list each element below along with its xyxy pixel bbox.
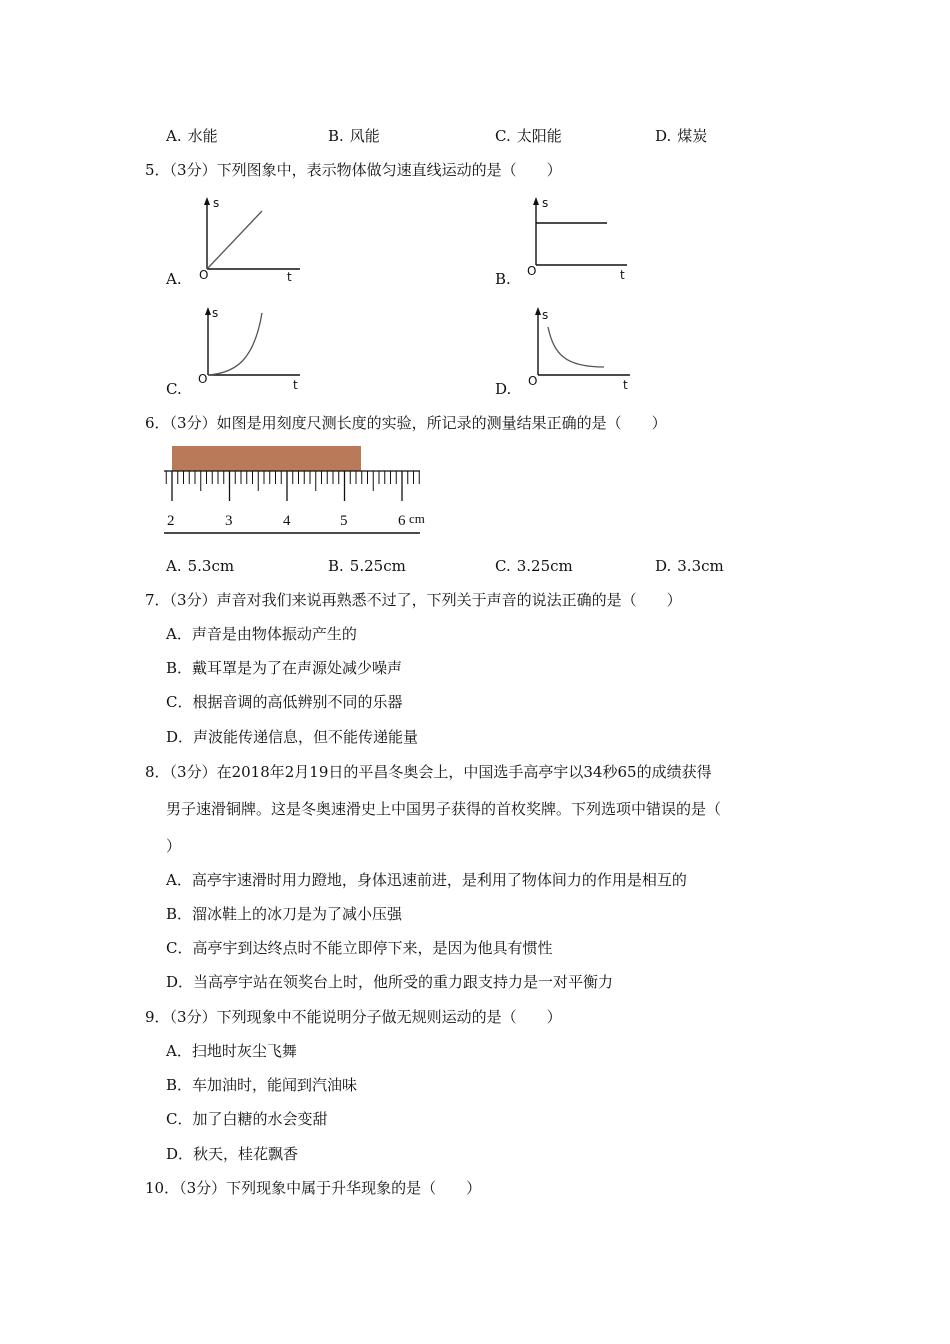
ruler-ticks bbox=[166, 471, 419, 501]
option-label: A. bbox=[166, 557, 182, 575]
option-label: D. bbox=[655, 557, 672, 575]
option-label: A. bbox=[166, 127, 182, 145]
origin-label: O bbox=[198, 372, 208, 386]
q5-graph-c-label: C. bbox=[166, 380, 182, 398]
y-axis-label: s bbox=[213, 196, 220, 210]
ruler-unit: cm bbox=[409, 511, 425, 526]
option-label: C. bbox=[495, 127, 511, 145]
origin-label: O bbox=[527, 264, 537, 278]
q7-option-c: C．根据音调的高低辨别不同的乐器 bbox=[166, 693, 403, 711]
graph-c bbox=[196, 305, 306, 395]
q9-option-a: A．扫地时灰尘飞舞 bbox=[166, 1042, 297, 1060]
origin-label: O bbox=[199, 268, 209, 282]
y-arrow bbox=[204, 197, 210, 205]
ruler-figure bbox=[160, 445, 450, 540]
q7-option-b: B．戴耳罩是为了在声源处减少噪声 bbox=[166, 659, 403, 677]
ruler-number-2: 2 bbox=[167, 513, 175, 529]
measured-object bbox=[172, 446, 361, 471]
q4-option-c bbox=[495, 126, 562, 146]
q4-option-a bbox=[166, 126, 218, 146]
option-text: 3.25cm bbox=[516, 557, 573, 575]
q8-option-c: C．高亭宇到达终点时不能立即停下来，是因为他具有惯性 bbox=[166, 939, 553, 957]
q5-graph-d-label: D. bbox=[495, 380, 512, 398]
q4-option-d bbox=[655, 126, 707, 146]
q6-option-d bbox=[655, 556, 724, 576]
q8-option-a: A．高亭宇速滑时用力蹬地，身体迅速前进，是利用了物体间力的作用是相互的 bbox=[166, 871, 687, 889]
q6-option-a bbox=[166, 556, 234, 576]
ruler-number-5: 5 bbox=[340, 513, 348, 529]
option-text: 5.3cm bbox=[187, 557, 235, 575]
ruler-number-6: 6 bbox=[398, 513, 406, 529]
option-text: 煤炭 bbox=[677, 127, 708, 145]
q7-option-a: A．声音是由物体振动产生的 bbox=[166, 625, 357, 643]
q7-stem: 7．（3分）声音对我们来说再熟悉不过了，下列关于声音的说法正确的是（ ） bbox=[145, 591, 682, 609]
q5-graph-b-label: B. bbox=[495, 270, 511, 288]
graph-line bbox=[548, 327, 604, 367]
q4-option-b bbox=[328, 126, 380, 146]
option-text: 水能 bbox=[187, 127, 218, 145]
option-text: 3.3cm bbox=[677, 557, 724, 575]
q7-option-d: D．声波能传递信息，但不能传递能量 bbox=[166, 728, 419, 746]
q9-option-d: D．秋天，桂花飘香 bbox=[166, 1145, 299, 1163]
graph-d bbox=[526, 305, 636, 395]
ruler-number-3: 3 bbox=[225, 513, 233, 529]
ruler-number-4: 4 bbox=[283, 513, 291, 529]
option-text: 5.25cm bbox=[349, 557, 406, 575]
y-axis-label: s bbox=[542, 308, 549, 322]
graph-a bbox=[195, 195, 305, 285]
x-axis-label: t bbox=[623, 378, 628, 392]
y-arrow bbox=[533, 197, 539, 205]
option-label: D. bbox=[655, 127, 672, 145]
q8-stem-line-2: 男子速滑铜牌。这是冬奥速滑史上中国男子获得的首枚奖牌。下列选项中错误的是（ bbox=[166, 800, 722, 818]
q6-option-b bbox=[328, 556, 406, 576]
graph-line bbox=[207, 211, 262, 269]
q8-option-d: D．当高亭宇站在领奖台上时，他所受的重力跟支持力是一对平衡力 bbox=[166, 973, 614, 991]
q5-stem: 5．（3分）下列图象中，表示物体做匀速直线运动的是（ ） bbox=[145, 161, 562, 179]
y-axis-label: s bbox=[212, 306, 219, 320]
q9-option-b: B．车加油时，能闻到汽油味 bbox=[166, 1076, 358, 1094]
y-axis-label: s bbox=[542, 196, 549, 210]
x-axis-label: t bbox=[287, 270, 292, 284]
q8-option-b: B．溜冰鞋上的冰刀是为了减小压强 bbox=[166, 905, 403, 923]
q6-option-c bbox=[495, 556, 573, 576]
option-label: B. bbox=[328, 127, 344, 145]
q8-stem-line-3: ） bbox=[166, 837, 182, 855]
graph-line bbox=[208, 313, 262, 375]
origin-label: O bbox=[528, 374, 538, 388]
q6-stem: 6．（3分）如图是用刻度尺测长度的实验，所记录的测量结果正确的是（ ） bbox=[145, 414, 667, 432]
option-label: C. bbox=[495, 557, 511, 575]
y-arrow bbox=[205, 307, 211, 315]
graph-b bbox=[522, 195, 632, 285]
q9-option-c: C．加了白糖的水会变甜 bbox=[166, 1110, 328, 1128]
option-label: B. bbox=[328, 557, 344, 575]
option-text: 太阳能 bbox=[516, 127, 562, 145]
q10-stem: 10．（3分）下列现象中属于升华现象的是（ ） bbox=[145, 1179, 482, 1197]
x-axis-label: t bbox=[620, 268, 625, 282]
q5-graph-a-label: A. bbox=[166, 270, 182, 288]
y-arrow bbox=[535, 307, 541, 315]
option-text: 风能 bbox=[349, 127, 380, 145]
q8-stem-line-1: 8．（3分）在2018年2月19日的平昌冬奥会上，中国选手高亭宇以34秒65的成绩获得 bbox=[145, 763, 712, 781]
x-axis-label: t bbox=[293, 378, 298, 392]
q9-stem: 9．（3分）下列现象中不能说明分子做无规则运动的是（ ） bbox=[145, 1008, 562, 1026]
